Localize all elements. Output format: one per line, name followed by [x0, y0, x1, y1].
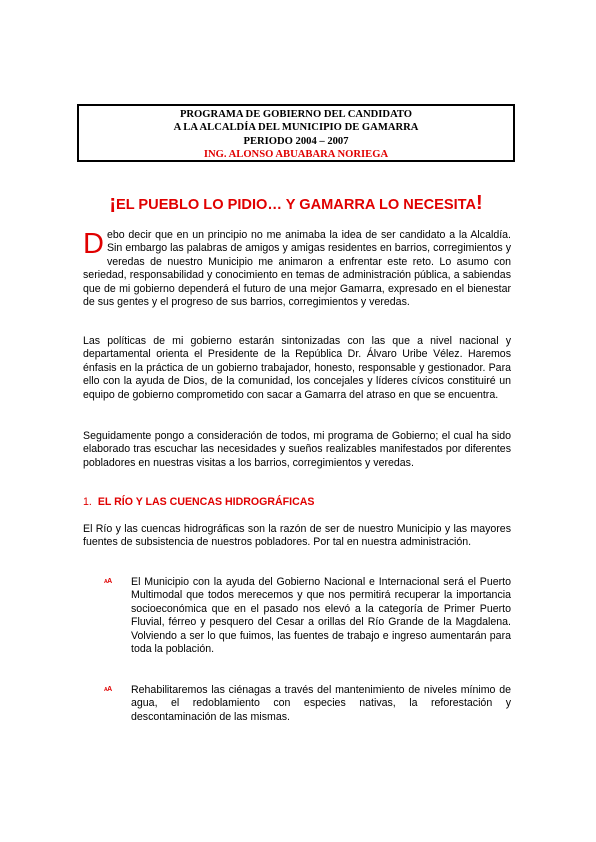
intro-paragraph-1: [83, 229, 511, 309]
section-title: EL RÍO Y LAS CUENCAS HIDROGRÁFICAS: [97, 496, 315, 508]
intro-paragraph-1-text: ebo decir que en un principio no me animaba la idea de ser candidato a la Alcaldía. Sin embargo las palabras de amigos y amigas residentes en barrios, corregimientos y veredas de nuestro Municipio me animaron a enfrentar este reto. Lo asumo con seriedad, responsabilidad y conocimiento en temas de administración pública, a sabiendas que de mi gobierno dependerá el futuro de una mejor Gamarra, expresado en el bienestar de sus gentes y el progreso de sus barrios, corregimientos y veredas.: [83, 229, 511, 309]
title-open-mark: ¡: [109, 192, 116, 214]
section-intro-paragraph: El Río y las cuencas hidrográficas son la razón de ser de nuestro Municipio y las mayores fuentes de subsistencia de nuestros pobladores. Por tal en nuestra administración.: [83, 523, 511, 549]
bullet-item: [104, 576, 511, 656]
bullet-icon: AA: [104, 578, 112, 585]
header-box: [77, 104, 515, 162]
drop-cap: D: [83, 228, 104, 260]
bullet-text: El Municipio con la ayuda del Gobierno Nacional e Internacional será el Puerto Multimodal que todos merecemos y que nos permitirá recuperar la importancia socioeconómica que en el pasado nos elevó a la categoría de Primer Puerto Fluvial, férreo y pesquero del Cesar a orillas del Río Grande de la Magdalena. Volviendo a ser lo que fuimos, las fuentes de trabajo e ingreso aumentarán para toda la población.: [131, 576, 511, 656]
header-line-alcaldia: A LA ALCALDÍA DEL MUNICIPIO DE GAMARRA: [173, 122, 419, 134]
title-text: EL PUEBLO LO PIDIO… Y GAMARRA LO NECESITA: [115, 197, 476, 213]
intro-paragraph-2: Las políticas de mi gobierno estarán sintonizadas con las que a nivel nacional y departamental orienta el Presidente de la República Dr. Álvaro Uribe Vélez. Haremos énfasis en la práctica de un gobierno trabajador, honesto, responsable y gestionador. Para ello con la ayuda de Dios, de la comunidad, los concejales y líderes cívicos constituiré un equipo de gobierno comprometido con sacar a Gamarra del atraso en que se encuentra.: [83, 335, 511, 401]
section-number: 1.: [83, 496, 92, 508]
bullet-icon: AA: [104, 686, 112, 693]
section-heading: [83, 495, 314, 509]
title-close-mark: !: [476, 192, 483, 214]
page-title: [80, 193, 512, 215]
intro-paragraph-3: Seguidamente pongo a consideración de todos, mi programa de Gobierno; el cual ha sido elaborado tras escuchar las necesidades y sueños realizables manifestados por diferentes pobladores en nuestras visitas a los barrios, corregimientos y veredas.: [83, 430, 511, 469]
header-line-program: PROGRAMA DE GOBIERNO DEL CANDIDATO: [179, 109, 413, 120]
header-candidate-name: ING. ALONSO ABUABARA NORIEGA: [203, 149, 389, 161]
bullet-text: Rehabilitaremos las ciénagas a través del mantenimiento de niveles mínimo de agua, el redoblamiento con especies nativas, la reforestación y descontaminación de las mismas.: [131, 684, 511, 723]
header-line-period: PERIODO 2004 – 2007: [243, 135, 349, 147]
bullet-item: [104, 684, 511, 724]
